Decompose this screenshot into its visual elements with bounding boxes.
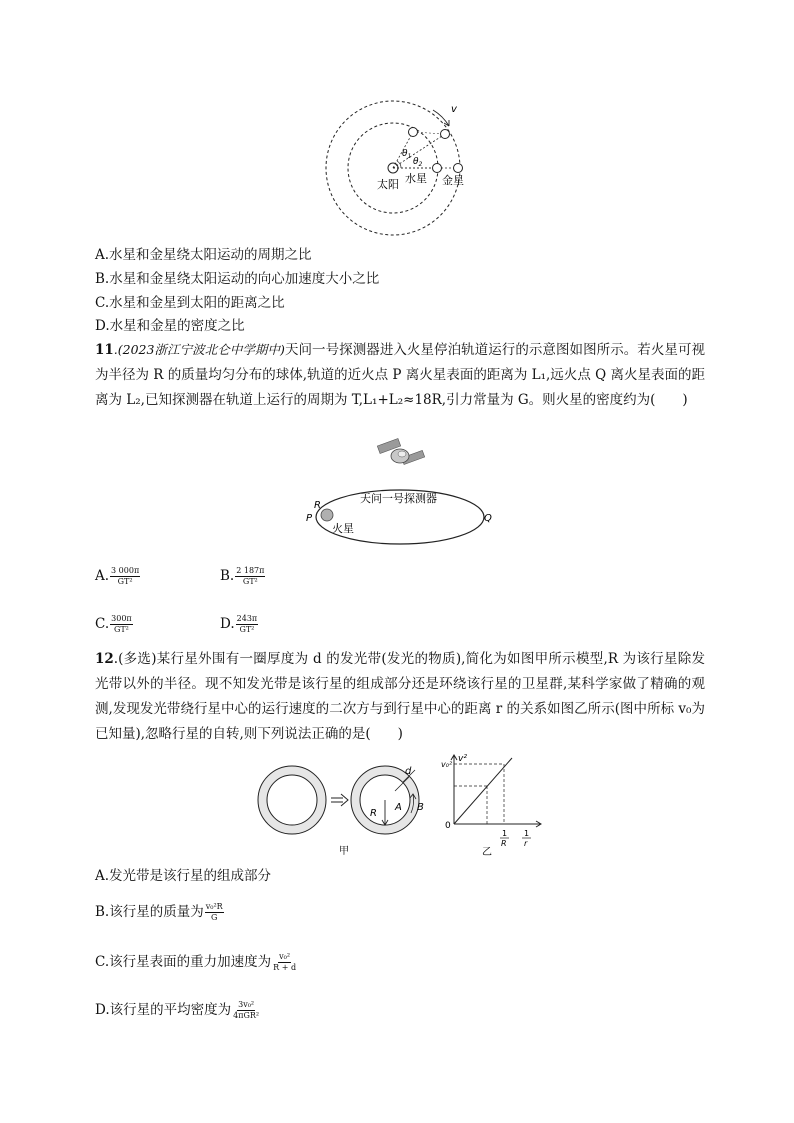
figure-jia-caption: 甲 — [339, 846, 349, 857]
q11-text: 天问一号探测器进入火星停泊轨道运行的示意图如图所示。若火星可视为半径为 R 的质量均匀分布的球体,轨道的近火点 P 离火星表面的距离为 L₁,远火点 Q 离火星表面的距离为 L₂,已知探测器在轨道上运行的周期为 T,L₁+L₂≈18R,引力常量为 G。则火星的密度约为( ) — [95, 342, 705, 408]
venus-label: 金星 — [442, 174, 464, 187]
mercury-label: 水星 — [405, 172, 427, 185]
sun-label: 太阳 — [377, 178, 399, 191]
q11-option-d: D. $\frac{243\pi}{\text{GT²}}$ — [220, 614, 258, 634]
q11-source: .(2023浙江宁波北仑中学期中) — [113, 342, 285, 357]
mars-radius-label: R — [314, 500, 321, 511]
x-tick-1-den: R — [501, 839, 507, 848]
velocity-arrow — [433, 110, 449, 126]
y-value-label: v₀² — [441, 760, 453, 769]
q12-stem — [95, 647, 705, 747]
theta1-label: $\theta_1$ — [402, 149, 412, 160]
point-q-label: Q — [484, 513, 492, 524]
point-b-label: B — [417, 802, 424, 813]
q12-option-b: B.该行星的质量为 $\frac{\text{v₀²R}}{G}$ — [95, 902, 223, 922]
mercury-icon — [409, 128, 418, 137]
q12-option-a: A.发光带是该行星的组成部分 — [95, 868, 272, 884]
point-p-label: P — [306, 513, 313, 524]
arrow-icon — [331, 794, 348, 806]
probe-icon — [377, 438, 424, 464]
mars-icon — [321, 509, 333, 521]
q12-option-c: C.该行星表面的重力加速度为 $\frac{\text{v₀²}}{R + d}$ — [95, 952, 297, 972]
x-tick-2-den: r — [524, 839, 528, 848]
q11-option-a: A. $\frac{3 000\pi}{\text{GT²}}$ — [95, 566, 140, 586]
q11-option-b: B. $\frac{2 187\pi}{\text{GT²}}$ — [220, 566, 265, 586]
q10-option-a: A.水星和金星绕太阳运动的周期之比 — [95, 247, 312, 263]
q12-option-d: D.该行星的平均密度为 $\frac{\text{3v₀²}}{\text{4πGR²}}$ — [95, 1000, 260, 1020]
q10-option-c: C.水星和金星到太阳的距离之比 — [95, 295, 285, 311]
q10-option-b: B.水星和金星绕太阳运动的向心加速度大小之比 — [95, 271, 380, 287]
thickness-label: d — [405, 766, 412, 777]
venus-icon — [454, 164, 463, 173]
theta2-label: $\theta_2$ — [413, 157, 423, 168]
origin-label: 0 — [445, 821, 451, 831]
mars-label: 火星 — [332, 522, 354, 535]
orbit-diagram — [325, 98, 475, 248]
velocity-label: v — [451, 104, 457, 115]
y-axis-label: v² — [458, 754, 467, 764]
q12-number: 12 — [95, 651, 114, 667]
q11-stem — [95, 337, 705, 413]
mercury-icon — [433, 164, 442, 173]
figure-yi-caption: 乙 — [482, 847, 492, 858]
q11-option-c: C. $\frac{300\pi}{\text{GT²}}$ — [95, 614, 132, 634]
x-tick-1-num: 1 — [502, 829, 508, 838]
radius-label: R — [370, 808, 377, 819]
probe-label: 天问一号探测器 — [360, 492, 437, 505]
q10-option-d: D.水星和金星的密度之比 — [95, 318, 245, 334]
x-tick-2-num: 1 — [524, 829, 530, 838]
mars-orbit-diagram — [300, 432, 500, 547]
v2-vs-inverse-r-graph — [440, 752, 550, 882]
q11-number: 11 — [95, 342, 114, 358]
point-a-label: A — [395, 802, 402, 813]
ring-diagram — [255, 758, 440, 858]
q12-text: .(多选)某行星外围有一圈厚度为 d 的发光带(发光的物质),简化为如图甲所示模型,R 为该行星除发光带以外的半径。现不知发光带是该行星的组成部分还是环绕该行星的卫星群,某科学家做了精确的观测,发现发光带绕行星中心的运行速度的二次方与到行星中心的距离 r 的关系如图乙所示(图中所标 v₀为已知量),忽略行星的自转,则下列说法正确的是( ) — [95, 651, 705, 742]
graph-line — [454, 758, 512, 824]
venus-icon — [441, 130, 450, 139]
